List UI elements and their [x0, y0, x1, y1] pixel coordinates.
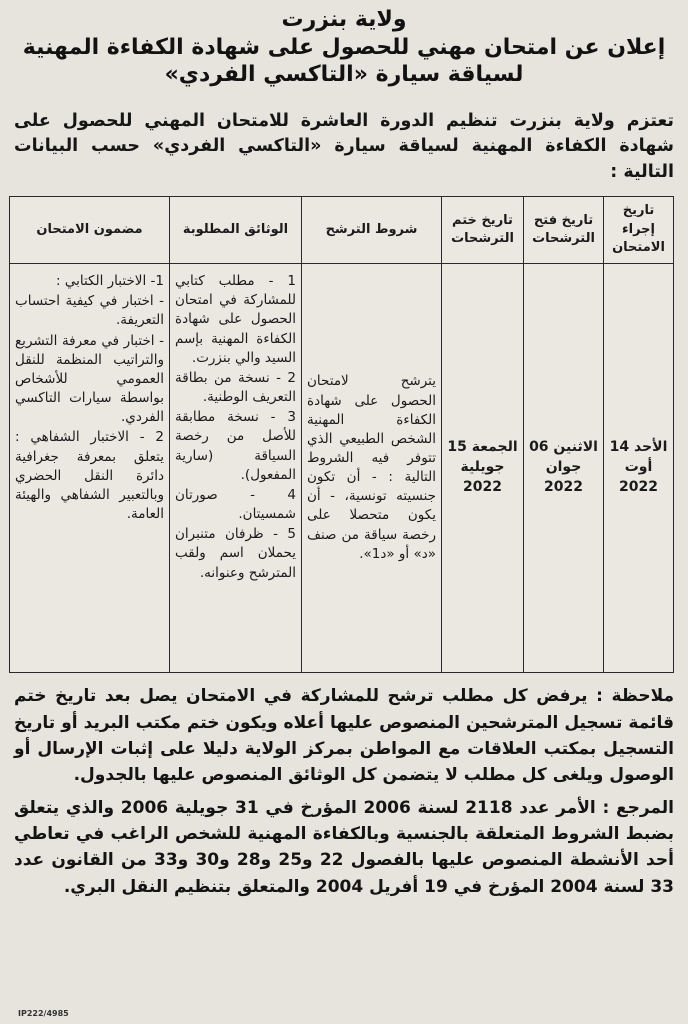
governorate-title: ولاية بنزرت	[281, 7, 407, 32]
content-item: 2 - الاختبار الشفاهي : يتعلق بمعرفة جغرافية دائرة النقل الحضري وبالتعبير الشفاهي والهيئة العامة.	[15, 429, 164, 523]
header-conditions: شروط الترشح	[302, 197, 442, 264]
announcement-subtitle: لسياقة سيارة «التاكسي الفردي»	[164, 62, 524, 87]
cell-exam-content	[10, 264, 170, 673]
announcement-title: إعلان عن امتحان مهني للحصول على شهادة الكفاءة المهنية	[22, 34, 666, 60]
cell-close-date: الجمعة 15 جويلية 2022	[442, 264, 524, 673]
exam-details-table	[9, 196, 674, 673]
reference-paragraph: المرجع : الأمر عدد 2118 لسنة 2006 المؤرخ في 31 جويلية 2006 والذي يتعلق بضبط الشروط المتعلقة بالجنسية وبالكفاءة المهنية للشخص الراغب في تعاطي أحد الأنشطة المنصوص عليها بالفصول 22 و25 و28 و30 و33 من القانون عدد 33 لسنة 2004 المؤرخ في 19 أفريل 2004 والمتعلق بتنظيم النقل البري.	[14, 797, 675, 897]
table-row	[10, 264, 674, 673]
header-documents: الوثائق المطلوبة	[170, 197, 302, 264]
header-open-date: تاريخ فتح الترشحات	[524, 197, 604, 264]
cell-conditions: يترشح لامتحان الحصول على شهادة الكفاءة المهنية الشخص الطبيعي الذي تتوفر فيه الشروط التالية : - أن تكون جنسيته تونسية، - أن يكون متحصلا على رخصة سياقة من صنف «د» أو «د1».	[302, 264, 442, 673]
header-close-date: تاريخ ختم الترشحات	[442, 197, 524, 264]
notes-section	[14, 683, 674, 900]
note-paragraph: ملاحظة : يرفض كل مطلب ترشح للمشاركة في الامتحان يصل بعد تاريخ ختم قائمة تسجيل المترشحين المنصوص عليها أعلاه ويكون ختم مكتب البريد أو تاريخ التسجيل بمكتب العلاقات مع المواطن بمركز الولاية دليلا على إثبات الإرسال أو الوصول ويلغى كل مطلب لا يتضمن كل الوثائق المنصوص عليها بالجدول.	[14, 686, 674, 786]
announcement-header	[14, 6, 674, 89]
content-item: - اختبار في كيفية احتساب التعريفة.	[15, 293, 164, 329]
document-item: 2 - نسخة من بطاقة التعريف الوطنية.	[175, 369, 296, 406]
content-item: 1- الاختبار الكتابي :	[56, 273, 164, 290]
cell-documents	[170, 264, 302, 673]
cell-exam-date: الأحد 14 أوت 2022	[604, 264, 674, 673]
content-item: - اختبار في معرفة التشريع والتراتيب المنظمة للنقل العمومي للأشخاص بواسطة سيارات التاكسي الفردي.	[15, 332, 164, 426]
document-item: 3 - نسخة مطابقة للأصل من رخصة السياقة (سارية المفعول).	[175, 409, 296, 483]
header-exam-date: تاريخ إجراء الامتحان	[604, 197, 674, 264]
cell-open-date: الاثنين 06 جوان 2022	[524, 264, 604, 673]
header-content: مضمون الامتحان	[10, 197, 170, 264]
document-item: 5 - ظرفان متنبران يحملان اسم ولقب المترشح وعنوانه.	[175, 526, 296, 581]
document-item: 1 - مطلب كتابي للمشاركة في امتحان الحصول على شهادة الكفاءة المهنية بإسم السيد والي بنزرت.	[175, 273, 296, 366]
intro-paragraph: تعتزم ولاية بنزرت تنظيم الدورة العاشرة للامتحان المهني للحصول على شهادة الكفاءة المهنية لسياقة سيارة «التاكسي الفردي» حسب البيانات التالية :	[14, 110, 674, 183]
table-header-row	[10, 197, 674, 264]
document-item: 4 - صورتان شمسيتان.	[175, 486, 296, 523]
footer-code: IP222/4985	[18, 1009, 69, 1018]
